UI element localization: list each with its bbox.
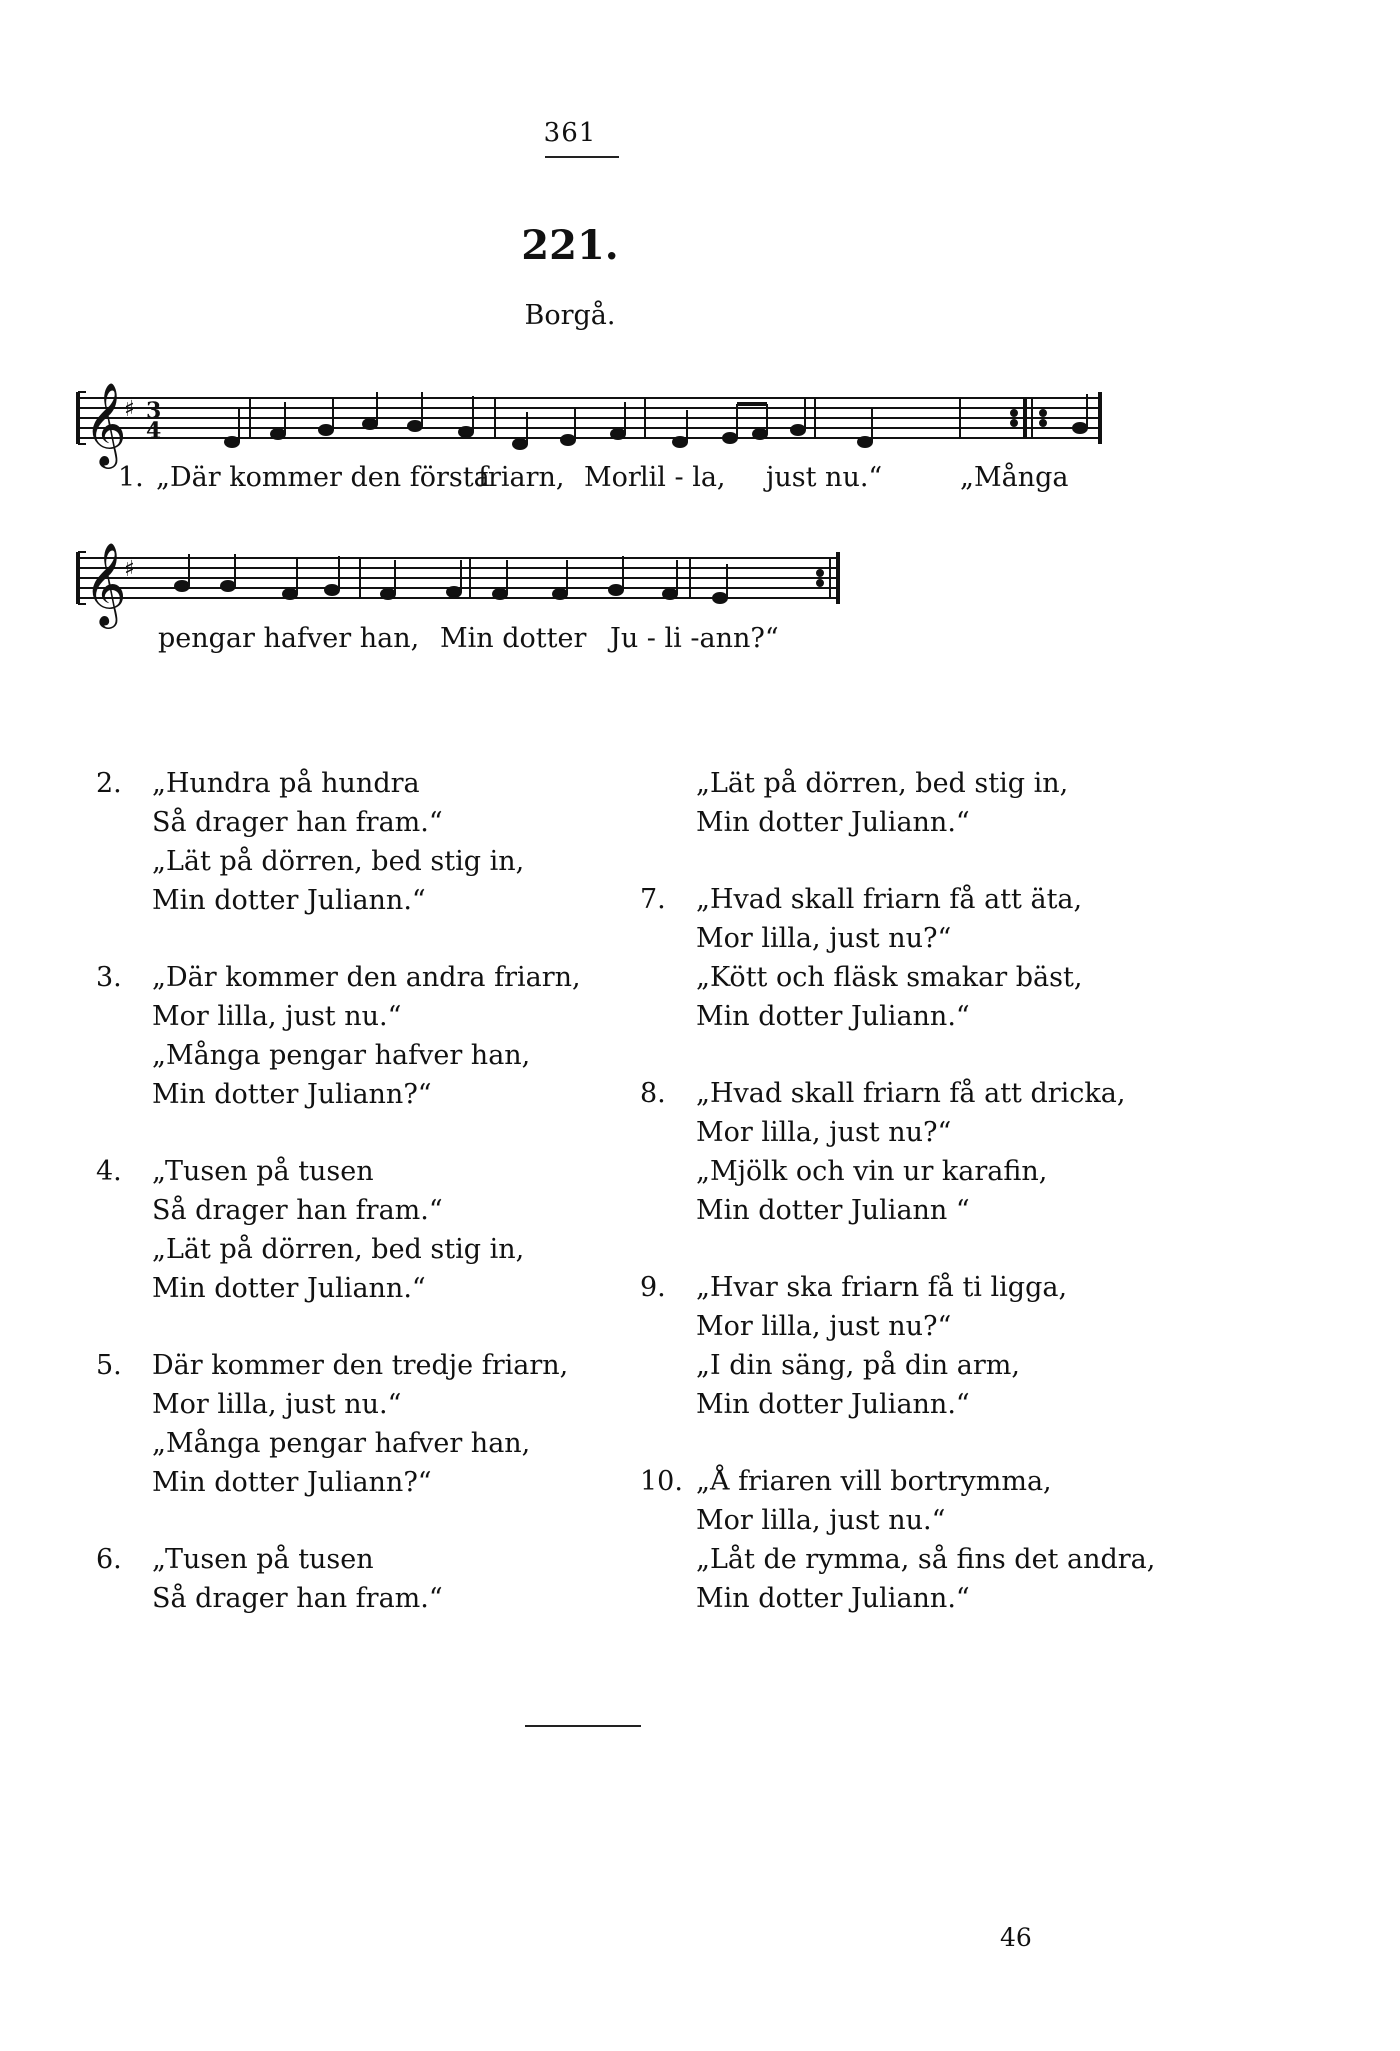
verse-text (696, 764, 1068, 842)
treble-clef-icon: 𝄞 (84, 381, 127, 465)
verse-number: 9. (640, 1272, 666, 1303)
verse-text (152, 958, 581, 1114)
verse-line: „I din säng, på din arm, (696, 1350, 1020, 1381)
verse-line: Min dotter Juliann.“ (696, 1583, 970, 1614)
verse-line: „Å friaren vill bortrymma, (696, 1466, 1052, 1497)
verse-line: Min dotter Juliann?“ (152, 1079, 432, 1110)
treble-clef-icon: 𝄞 (84, 541, 127, 625)
sharp-icon: ♯ (124, 557, 135, 582)
lyric: 1. (118, 462, 144, 493)
verse-text (696, 880, 1082, 1036)
verse-line: Där kommer den tredje friarn, (152, 1350, 569, 1381)
verse-line: „Hvar ska friarn få ti ligga, (696, 1272, 1068, 1303)
verse-line: Min dotter Juliann?“ (152, 1467, 432, 1498)
staff-2-lyrics (0, 623, 1400, 663)
verse-text (152, 1540, 443, 1618)
lyric: pengar hafver han, (158, 623, 420, 654)
page-number: 361 (543, 118, 597, 148)
lyric: friarn, (478, 462, 565, 493)
verse-line: „Många pengar hafver han, (152, 1428, 531, 1459)
verse-number: 4. (96, 1156, 122, 1187)
verse-line: „Tusen på tusen (152, 1544, 374, 1575)
verse-line: Min dotter Juliann.“ (696, 807, 970, 838)
verse-line: Min dotter Juliann.“ (152, 1273, 426, 1304)
verse-line: Min dotter Juliann.“ (152, 885, 426, 916)
page-number-rule (545, 156, 619, 158)
verse-number: 7. (640, 884, 666, 915)
verse-line: Så drager han fram.“ (152, 1583, 443, 1614)
lyric: Mor (584, 462, 641, 493)
verse-number: 3. (96, 962, 122, 993)
verse-text (696, 1462, 1155, 1618)
verse-line: „Kött och fläsk smakar bäst, (696, 962, 1083, 993)
verse-text (696, 1074, 1125, 1230)
time-sig-bottom: 4 (146, 418, 162, 444)
verse-number: 8. (640, 1078, 666, 1109)
verse-number: 5. (96, 1350, 122, 1381)
lyric: just nu.“ (766, 462, 883, 493)
verse-line: Mor lilla, just nu.“ (152, 1389, 402, 1420)
verse-line: Mor lilla, just nu?“ (696, 923, 952, 954)
verse-text (152, 764, 524, 920)
lyric: „Många (960, 462, 1069, 493)
lyric: Min dotter (440, 623, 587, 654)
verse-line: Mor lilla, just nu?“ (696, 1311, 952, 1342)
song-number: 221. (521, 222, 619, 269)
verse-line: Mor lilla, just nu?“ (696, 1117, 952, 1148)
verse-line: Mor lilla, just nu.“ (152, 1001, 402, 1032)
time-sig-top: 3 (146, 398, 162, 424)
verse-number: 2. (96, 768, 122, 799)
verse-text (152, 1152, 524, 1308)
place-name: Borgå. (524, 300, 616, 331)
verse-text (152, 1346, 568, 1502)
verse-line: „Hvad skall friarn få att äta, (696, 884, 1083, 915)
verse-line: Min dotter Juliann “ (696, 1195, 970, 1226)
verse-number: 6. (96, 1544, 122, 1575)
verse-line: „Tusen på tusen (152, 1156, 374, 1187)
verse-line: Min dotter Juliann.“ (696, 1001, 970, 1032)
verse-line: Mor lilla, just nu.“ (696, 1505, 946, 1536)
verse-line: „Där kommer den andra friarn, (152, 962, 581, 993)
verse-text (696, 1268, 1067, 1424)
verse-line: „Lät på dörren, bed stig in, (152, 846, 525, 877)
verse-line: Så drager han fram.“ (152, 807, 443, 838)
end-rule (525, 1725, 641, 1727)
verse-line: „Mjölk och vin ur karafin, (696, 1156, 1048, 1187)
sharp-icon: ♯ (124, 397, 135, 422)
verse-line: Min dotter Juliann.“ (696, 1389, 970, 1420)
verse-line: „Hundra på hundra (152, 768, 420, 799)
lyric: lil - la, (640, 462, 726, 493)
verse-line: „Hvad skall friarn få att dricka, (696, 1078, 1126, 1109)
notes (225, 392, 1087, 449)
verse-line: „Många pengar hafver han, (152, 1040, 531, 1071)
verse-line: Så drager han fram.“ (152, 1195, 443, 1226)
signature-mark: 46 (1000, 1923, 1032, 1952)
verse-line: „Lät på dörren, bed stig in, (152, 1234, 525, 1265)
verse-line: „Lät på dörren, bed stig in, (696, 768, 1069, 799)
verse-line: „Låt de rymma, så fins det andra, (696, 1544, 1156, 1575)
staff-1-lyrics (0, 462, 1400, 502)
lyric: „Där kommer den första (156, 462, 490, 493)
lyric: Ju - li -ann?“ (610, 623, 779, 654)
verse-number: 10. (640, 1466, 683, 1497)
